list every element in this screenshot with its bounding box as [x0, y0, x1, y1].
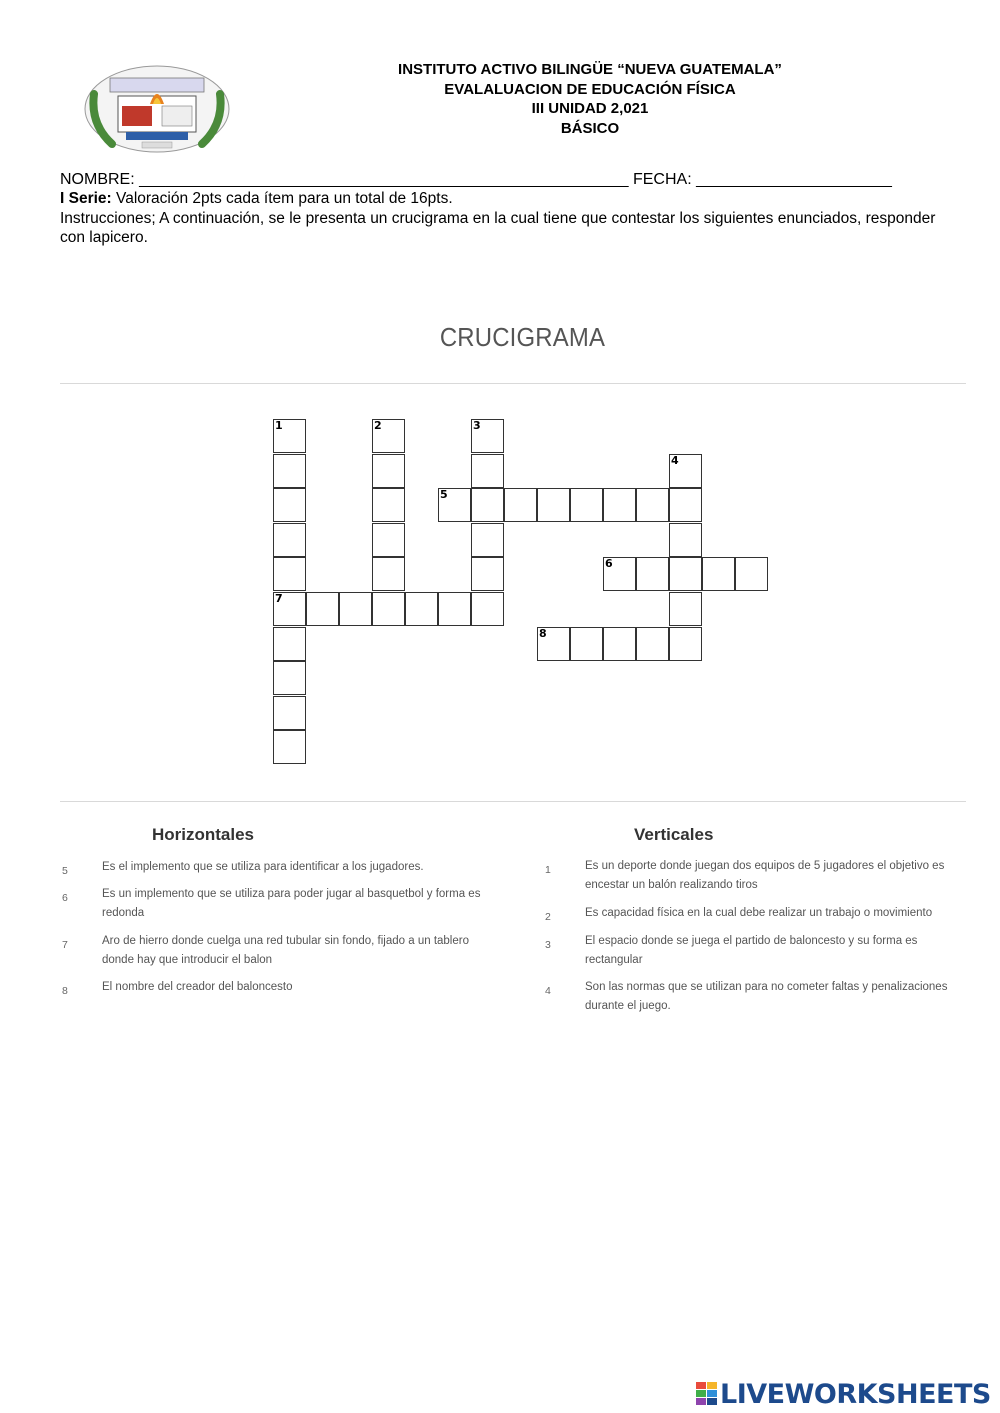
school-name: INSTITUTO ACTIVO BILINGÜE “NUEVA GUATEMALA” — [398, 61, 782, 78]
crossword-cell[interactable] — [273, 661, 306, 695]
crossword-cell[interactable] — [273, 419, 306, 453]
clue-number: 4 — [545, 985, 551, 997]
crossword-cell[interactable] — [669, 592, 702, 626]
crossword-cell[interactable] — [669, 523, 702, 557]
crossword-cell-number: 6 — [605, 557, 613, 571]
crossword-cell[interactable] — [273, 454, 306, 488]
crossword-cell[interactable] — [636, 557, 669, 591]
vertical-heading: Verticales — [634, 825, 714, 844]
serie-line — [60, 190, 453, 208]
crossword-cell[interactable] — [471, 523, 504, 557]
crossword-cell[interactable] — [438, 592, 471, 626]
clue-number: 8 — [62, 985, 68, 997]
crossword-cell-number: 8 — [539, 626, 547, 640]
level-label: BÁSICO — [560, 119, 620, 137]
clue-number: 7 — [62, 939, 68, 951]
clue-text: Es capacidad física en la cual debe realizar un trabajo o movimiento — [585, 907, 933, 919]
clue-text: El espacio donde se juega el partido de baloncesto y su forma es rectangular — [585, 935, 918, 966]
clue-number: 3 — [545, 939, 551, 951]
crossword-cell[interactable] — [471, 454, 504, 488]
crossword-cell[interactable] — [273, 696, 306, 730]
crossword-cell[interactable] — [372, 592, 405, 626]
student-name-date-line: NOMBRE: _______________________________________________________ FECHA: ______________________ — [60, 171, 892, 188]
divider-top — [60, 383, 966, 384]
crossword-cell-number: 7 — [275, 592, 283, 605]
crossword-cell[interactable] — [702, 557, 735, 591]
crossword-cell[interactable] — [273, 592, 306, 626]
crossword-cell[interactable] — [471, 488, 504, 522]
crossword-cell[interactable] — [273, 523, 306, 557]
clue-text: Es un deporte donde juegan dos equipos de 5 jugadores el objetivo es encestar un balón realizando tiros — [585, 860, 945, 891]
crossword-cell[interactable] — [471, 419, 504, 453]
crossword-title: CRUCIGRAMA — [439, 322, 606, 352]
crossword-cell[interactable] — [636, 627, 669, 661]
crossword-cell-number: 5 — [440, 488, 448, 502]
crossword-cell[interactable] — [603, 557, 636, 591]
crossword-cell[interactable] — [603, 488, 636, 522]
clue-text: Es un implemento que se utiliza para poder jugar al basquetbol y forma es redonda — [102, 888, 481, 919]
crossword-cell[interactable] — [471, 592, 504, 626]
crossword-cell-number: 1 — [275, 419, 283, 432]
school-logo — [82, 64, 232, 154]
crossword-cell[interactable] — [372, 523, 405, 557]
crossword-cell[interactable] — [438, 488, 471, 522]
instructions: Instrucciones; A continuación, se le presenta un crucigrama en la cual tiene que contestar los siguientes enunciados, responder con lapicero. — [60, 210, 936, 246]
crossword-cell[interactable] — [537, 627, 570, 661]
crossword-cell[interactable] — [273, 557, 306, 591]
crossword-cell[interactable] — [669, 488, 702, 522]
crossword-cell[interactable] — [471, 557, 504, 591]
exam-name: EVALALUACION DE EDUCACIÓN FÍSICA — [444, 80, 736, 98]
crossword-cell[interactable] — [570, 627, 603, 661]
unit-label: III UNIDAD 2,021 — [531, 100, 649, 117]
crossword-cell-number: 4 — [671, 453, 679, 467]
clue-number: 5 — [62, 865, 68, 877]
clue-number: 2 — [545, 911, 551, 923]
serie-label: I Serie: — [60, 190, 112, 207]
crossword-cell[interactable] — [306, 592, 339, 626]
horizontal-heading: Horizontales — [152, 825, 255, 844]
crossword-cell-number: 3 — [473, 419, 481, 432]
divider-bottom — [60, 801, 966, 802]
crossword-cell[interactable] — [669, 557, 702, 591]
school-header — [290, 60, 890, 138]
liveworksheets-logo-icon — [696, 1382, 718, 1406]
crossword-cell[interactable] — [372, 419, 405, 453]
crossword-cell[interactable] — [273, 488, 306, 522]
crossword-cell[interactable] — [405, 592, 438, 626]
crossword-cell-number: 2 — [374, 419, 382, 432]
crossword-cell[interactable] — [372, 454, 405, 488]
liveworksheets-brand — [696, 1377, 991, 1411]
crossword-cell[interactable] — [339, 592, 372, 626]
crossword-cell[interactable] — [537, 488, 570, 522]
clue-text: Son las normas que se utilizan para no cometer faltas y penalizaciones durante el juego. — [585, 981, 948, 1012]
serie-text: Valoración 2pts cada ítem para un total de 16pts. — [111, 190, 453, 207]
clue-text: Es el implemento que se utiliza para identificar a los jugadores. — [102, 861, 424, 873]
crossword-cell[interactable] — [372, 488, 405, 522]
clue-text: Aro de hierro donde cuelga una red tubular sin fondo, fijado a un tablero donde hay que introducir el balon — [102, 935, 469, 966]
crossword-cell[interactable] — [273, 730, 306, 764]
crossword-cell[interactable] — [273, 627, 306, 661]
brand-text: LIVEWORKSHEETS — [720, 1378, 991, 1410]
crossword-cell[interactable] — [504, 488, 537, 522]
clue-number: 1 — [545, 864, 551, 876]
crossword-cell[interactable] — [603, 627, 636, 661]
clue-number: 6 — [62, 892, 68, 904]
clue-text: El nombre del creador del baloncesto — [102, 981, 293, 993]
crossword-cell[interactable] — [372, 557, 405, 591]
crossword-cell[interactable] — [669, 454, 702, 488]
crossword-cell[interactable] — [570, 488, 603, 522]
crossword-cell[interactable] — [669, 627, 702, 661]
crossword-cell[interactable] — [636, 488, 669, 522]
crossword-cell[interactable] — [735, 557, 768, 591]
